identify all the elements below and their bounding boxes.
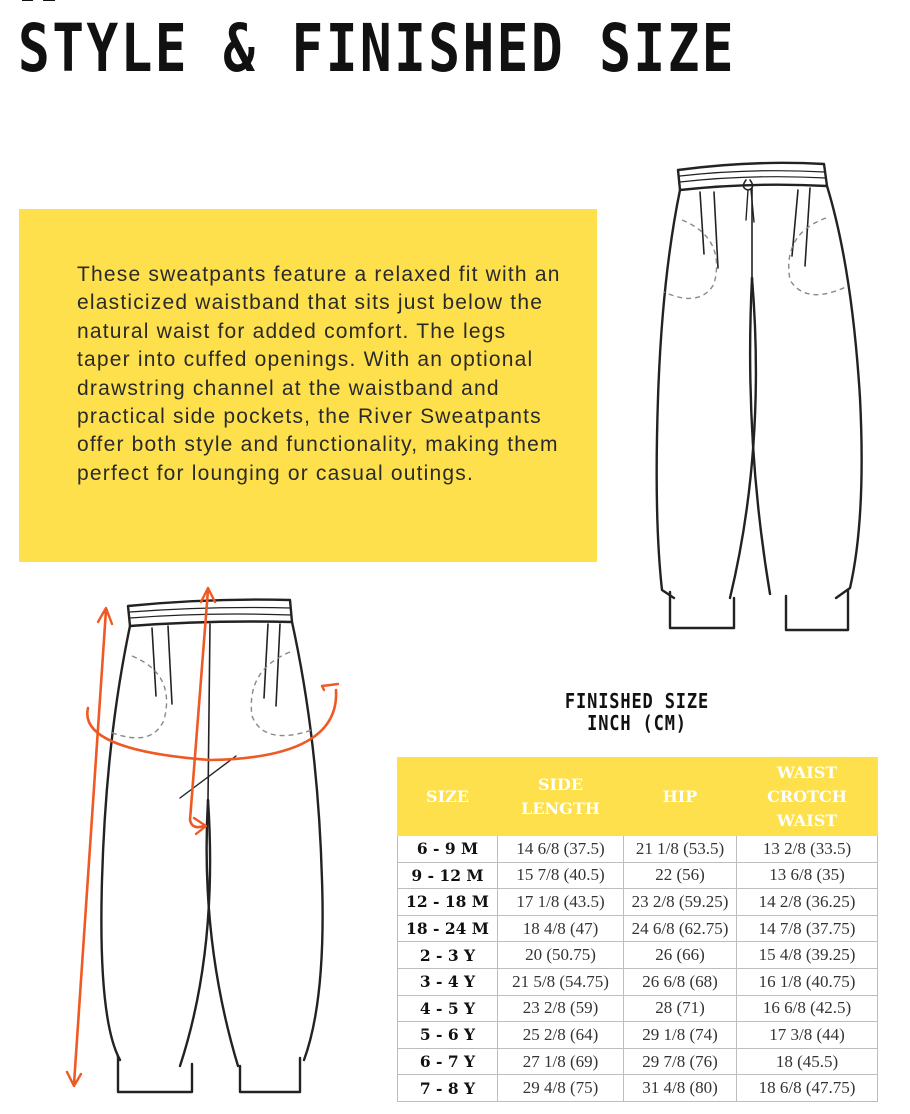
table-row [398, 1022, 878, 1049]
size-chart-units: INCH (CM) [587, 711, 687, 735]
cropped-heading-fragment [22, 0, 262, 4]
side-length-cell: 18 4/8 (47) [498, 915, 624, 942]
side-length-cell: 21 5/8 (54.75) [498, 968, 624, 995]
measurement-diagram [60, 580, 360, 1100]
table-row [398, 836, 878, 863]
size-cell: 6 - 9 M [398, 836, 498, 863]
hip-cell: 31 4/8 (80) [624, 1075, 737, 1102]
waist-crotch-cell: 18 6/8 (47.75) [737, 1075, 878, 1102]
waist-crotch-cell: 16 1/8 (40.75) [737, 968, 878, 995]
hip-cell: 26 6/8 (68) [624, 968, 737, 995]
size-cell: 18 - 24 M [398, 915, 498, 942]
sweatpants-front-illustration [640, 158, 870, 636]
size-cell: 5 - 6 Y [398, 1022, 498, 1049]
size-cell: 6 - 7 Y [398, 1048, 498, 1075]
size-cell: 2 - 3 Y [398, 942, 498, 969]
waist-crotch-cell: 15 4/8 (39.25) [737, 942, 878, 969]
size-cell: 12 - 18 M [398, 889, 498, 916]
size-cell: 9 - 12 M [398, 862, 498, 889]
waist-crotch-cell: 13 6/8 (35) [737, 862, 878, 889]
table-row [398, 915, 878, 942]
measured-pants-illustration [101, 600, 322, 1092]
waist-crotch-cell: 14 7/8 (37.75) [737, 915, 878, 942]
table-header-row [398, 758, 878, 836]
table-row [398, 968, 878, 995]
table-row [398, 942, 878, 969]
waist-crotch-cell: 13 2/8 (33.5) [737, 836, 878, 863]
waist-crotch-cell: 18 (45.5) [737, 1048, 878, 1075]
page-title: STYLE & FINISHED SIZE [18, 10, 736, 87]
side-length-cell: 17 1/8 (43.5) [498, 889, 624, 916]
side-length-cell: 25 2/8 (64) [498, 1022, 624, 1049]
table-row [398, 995, 878, 1022]
table-row [398, 862, 878, 889]
description-text: These sweatpants feature a relaxed fit with an elasticized waistband that sits just below the natural waist for added comfort. The legs taper into cuffed openings. With an optional drawstring channel at the waistband and practical side pockets, the River Sweatpants offer both style and functionality, making them perfect for lounging or casual outings. [77, 263, 561, 485]
hip-arrow [87, 690, 336, 760]
size-cell: 4 - 5 Y [398, 995, 498, 1022]
side-length-cell: 20 (50.75) [498, 942, 624, 969]
column-header-waist-crotch-waist: WAIST CROTCH WAIST [737, 758, 878, 836]
column-header-size: SIZE [398, 758, 498, 836]
hip-cell: 29 1/8 (74) [624, 1022, 737, 1049]
table-row [398, 889, 878, 916]
size-chart-title: FINISHED SIZE [564, 689, 710, 713]
hip-cell: 26 (66) [624, 942, 737, 969]
hip-cell: 23 2/8 (59.25) [624, 889, 737, 916]
table-row [398, 1075, 878, 1102]
waist-crotch-cell: 16 6/8 (42.5) [737, 995, 878, 1022]
crotch-arrow [190, 590, 208, 827]
side-length-cell: 14 6/8 (37.5) [498, 836, 624, 863]
waist-crotch-cell: 17 3/8 (44) [737, 1022, 878, 1049]
hip-cell: 21 1/8 (53.5) [624, 836, 737, 863]
description-box [19, 209, 597, 562]
side-length-cell: 23 2/8 (59) [498, 995, 624, 1022]
hip-cell: 29 7/8 (76) [624, 1048, 737, 1075]
finished-size-table [397, 757, 878, 1102]
hip-cell: 24 6/8 (62.75) [624, 915, 737, 942]
side-length-cell: 27 1/8 (69) [498, 1048, 624, 1075]
size-cell: 7 - 8 Y [398, 1075, 498, 1102]
size-cell: 3 - 4 Y [398, 968, 498, 995]
column-header-hip: HIP [624, 758, 737, 836]
column-header-side-length: SIDE LENGTH [498, 758, 624, 836]
size-chart-heading [552, 690, 722, 734]
side-length-cell: 29 4/8 (75) [498, 1075, 624, 1102]
side-length-arrow [74, 610, 106, 1084]
table-row [398, 1048, 878, 1075]
waist-crotch-cell: 14 2/8 (36.25) [737, 889, 878, 916]
side-length-cell: 15 7/8 (40.5) [498, 862, 624, 889]
hip-cell: 28 (71) [624, 995, 737, 1022]
hip-cell: 22 (56) [624, 862, 737, 889]
